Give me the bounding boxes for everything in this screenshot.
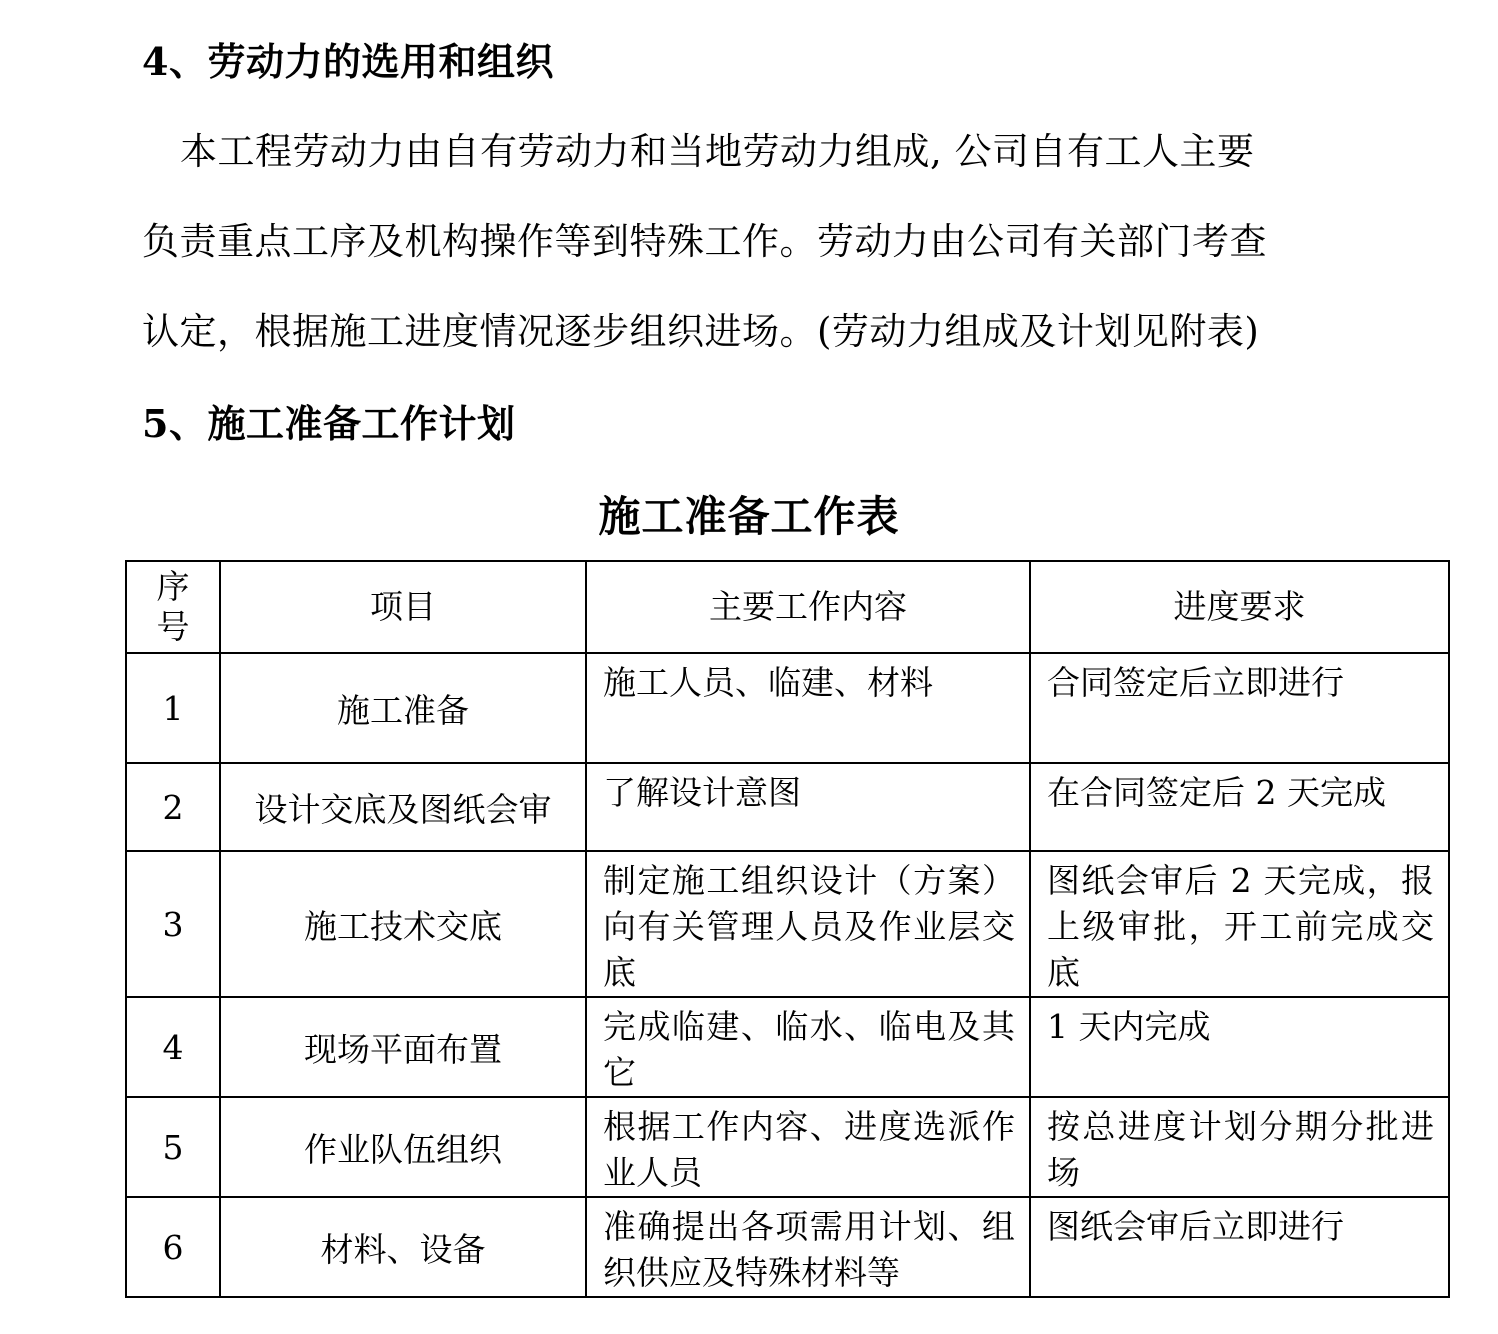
table-title: 施工准备工作表 <box>598 492 900 541</box>
table-row <box>126 851 1449 997</box>
row-item: 材料、设备 <box>220 1197 586 1297</box>
row-content: 了解设计意图 <box>586 763 1030 851</box>
row-seq: 3 <box>126 851 220 997</box>
header-seq-line: 序 <box>156 567 190 606</box>
row-content: 准确提出各项需用计划、组织供应及特殊材料等 <box>586 1197 1030 1297</box>
preparation-work-table <box>125 560 1450 1298</box>
row-content: 施工人员、临建、材料 <box>586 653 1030 763</box>
paragraph-line: 认定，根据施工进度情况逐步组织进场。(劳动力组成及计划见附表) <box>142 310 1260 353</box>
table-row <box>126 1197 1449 1297</box>
table-row <box>126 997 1449 1097</box>
table-row <box>126 763 1449 851</box>
row-seq: 1 <box>126 653 220 763</box>
section-4-heading: 4、劳动力的选用和组织 <box>142 39 554 84</box>
header-requirement: 进度要求 <box>1030 561 1449 653</box>
header-item: 项目 <box>220 561 586 653</box>
table-header-row <box>126 561 1449 653</box>
row-requirement: 图纸会审后立即进行 <box>1030 1197 1449 1297</box>
row-item: 施工准备 <box>220 653 586 763</box>
row-seq: 6 <box>126 1197 220 1297</box>
row-requirement: 1 天内完成 <box>1030 997 1449 1097</box>
paragraph-line: 负责重点工序及机构操作等到特殊工作。劳动力由公司有关部门考查 <box>142 220 1267 263</box>
row-content: 完成临建、临水、临电及其它 <box>586 997 1030 1097</box>
row-item: 作业队伍组织 <box>220 1097 586 1197</box>
row-item: 施工技术交底 <box>220 851 586 997</box>
header-seq-line: 号 <box>156 607 190 646</box>
row-requirement: 按总进度计划分期分批进场 <box>1030 1097 1449 1197</box>
row-requirement: 在合同签定后 2 天完成 <box>1030 763 1449 851</box>
header-seq <box>126 561 220 653</box>
section-5-heading: 5、施工准备工作计划 <box>142 401 516 446</box>
paragraph-line: 本工程劳动力由自有劳动力和当地劳动力组成, 公司自有工人主要 <box>180 130 1255 173</box>
row-item: 现场平面布置 <box>220 997 586 1097</box>
row-requirement: 图纸会审后 2 天完成，报上级审批，开工前完成交底 <box>1030 851 1449 997</box>
row-requirement: 合同签定后立即进行 <box>1030 653 1449 763</box>
row-seq: 5 <box>126 1097 220 1197</box>
row-item: 设计交底及图纸会审 <box>220 763 586 851</box>
row-content: 根据工作内容、进度选派作业人员 <box>586 1097 1030 1197</box>
row-content: 制定施工组织设计（方案）向有关管理人员及作业层交底 <box>586 851 1030 997</box>
table-row <box>126 653 1449 763</box>
table-row <box>126 1097 1449 1197</box>
header-content: 主要工作内容 <box>586 561 1030 653</box>
row-seq: 2 <box>126 763 220 851</box>
row-seq: 4 <box>126 997 220 1097</box>
